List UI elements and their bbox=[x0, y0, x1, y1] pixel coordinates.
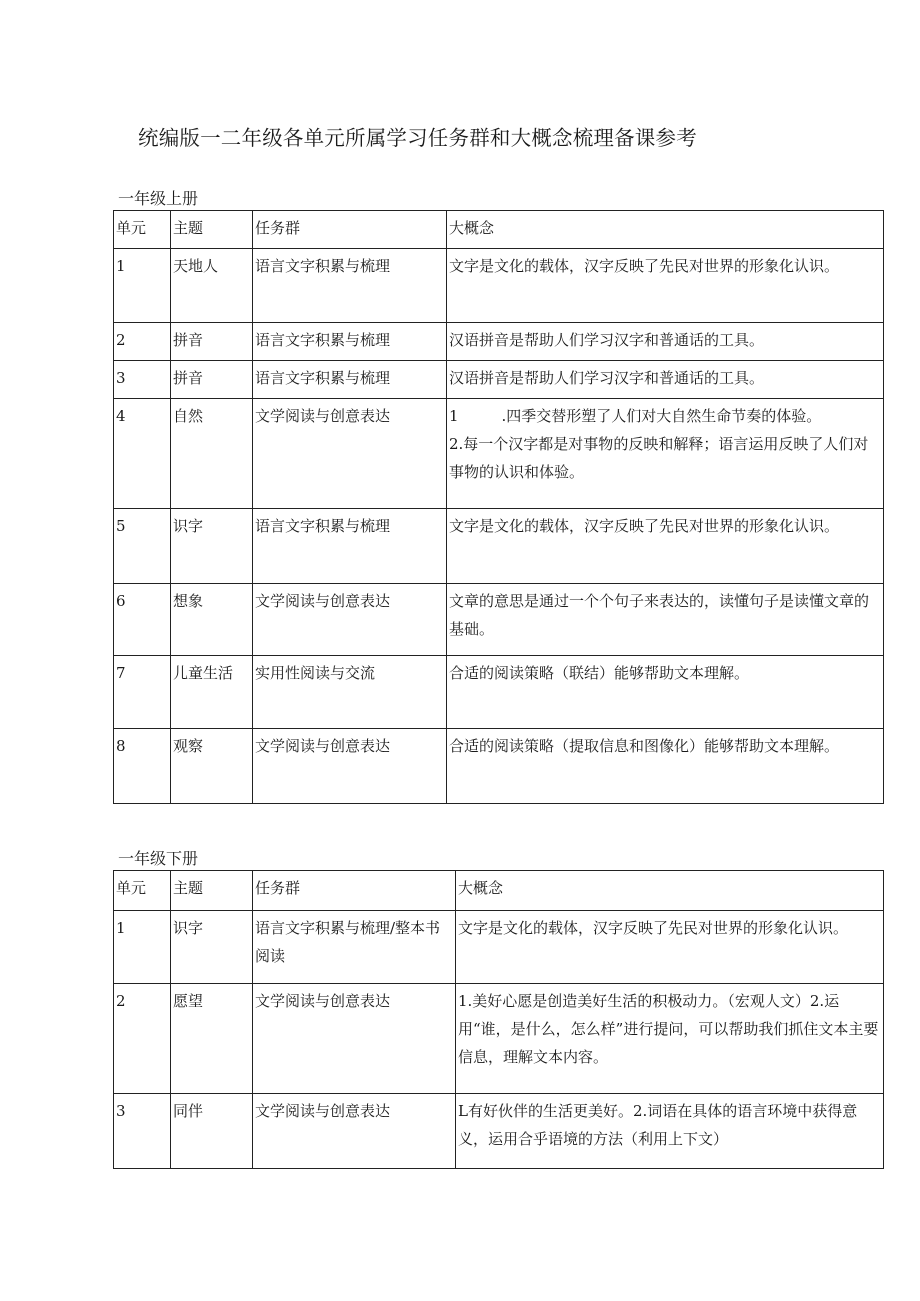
table-header-row bbox=[114, 211, 884, 249]
unit-cell: 2 bbox=[114, 323, 171, 361]
unit-cell: 8 bbox=[114, 729, 171, 804]
table-row bbox=[114, 584, 884, 656]
header-task-group: 任务群 bbox=[253, 211, 447, 249]
unit-cell: 1 bbox=[114, 249, 171, 323]
concept-cell: 合适的阅读策略（联结）能够帮助文本理解。 bbox=[447, 656, 884, 729]
concept-cell: 汉语拼音是帮助人们学习汉字和普通话的工具。 bbox=[447, 361, 884, 399]
theme-cell: 拼音 bbox=[171, 323, 253, 361]
concept-cell: 汉语拼音是帮助人们学习汉字和普通话的工具。 bbox=[447, 323, 884, 361]
theme-cell: 同伴 bbox=[171, 1094, 253, 1169]
concept-line-1: 1 .四季交替形塑了人们对大自然生命节奏的体验。 bbox=[449, 407, 822, 425]
unit-cell: 4 bbox=[114, 399, 171, 509]
task-group-cell: 语言文字积累与梳理 bbox=[253, 323, 447, 361]
unit-cell: 2 bbox=[114, 984, 171, 1094]
task-group-cell: 文学阅读与创意表达 bbox=[253, 584, 447, 656]
document-title: 统编版一二年级各单元所属学习任务群和大概念梳理备课参考 bbox=[138, 126, 697, 150]
grade1-vol2-table bbox=[113, 870, 884, 1169]
section-label-grade1-vol2: 一年级下册 bbox=[118, 849, 199, 868]
header-big-concept: 大概念 bbox=[447, 211, 884, 249]
concept-line-2: 2.每一个汉字都是对事物的反映和解释；语言运用反映了人们对事物的认识和体验。 bbox=[449, 435, 869, 481]
concept-cell: 1.美好心愿是创造美好生活的积极动力。（宏观人文）2.运用“谁，是什么，怎么样”进行提问，可以帮助我们抓住文本主要信息，理解文本内容。 bbox=[456, 984, 884, 1094]
theme-cell: 儿童生活 bbox=[171, 656, 253, 729]
theme-cell: 识字 bbox=[171, 509, 253, 584]
header-unit: 单元 bbox=[114, 871, 171, 911]
table-row bbox=[114, 399, 884, 509]
concept-cell: 文章的意思是通过一个个句子来表达的，读懂句子是读懂文章的基础。 bbox=[447, 584, 884, 656]
concept-cell bbox=[447, 399, 884, 509]
concept-cell: L有好伙伴的生活更美好。2.词语在具体的语言环境中获得意义，运用合乎语境的方法（利用上下文） bbox=[456, 1094, 884, 1169]
task-group-cell: 文学阅读与创意表达 bbox=[253, 1094, 456, 1169]
task-group-cell: 语言文字积累与梳理 bbox=[253, 361, 447, 399]
concept-cell: 文字是文化的载体，汉字反映了先民对世界的形象化认识。 bbox=[447, 249, 884, 323]
theme-cell: 想象 bbox=[171, 584, 253, 656]
header-theme: 主题 bbox=[171, 871, 253, 911]
table-row bbox=[114, 509, 884, 584]
unit-cell: 3 bbox=[114, 1094, 171, 1169]
task-group-cell: 文学阅读与创意表达 bbox=[253, 984, 456, 1094]
theme-cell: 愿望 bbox=[171, 984, 253, 1094]
section-label-grade1-vol1: 一年级上册 bbox=[118, 189, 199, 208]
task-group-cell: 语言文字积累与梳理 bbox=[253, 509, 447, 584]
concept-cell: 合适的阅读策略（提取信息和图像化）能够帮助文本理解。 bbox=[447, 729, 884, 804]
theme-cell: 拼音 bbox=[171, 361, 253, 399]
header-big-concept: 大概念 bbox=[456, 871, 884, 911]
header-task-group: 任务群 bbox=[253, 871, 456, 911]
concept-cell: 文字是文化的载体，汉字反映了先民对世界的形象化认识。 bbox=[456, 911, 884, 984]
unit-cell: 1 bbox=[114, 911, 171, 984]
table-row bbox=[114, 911, 884, 984]
table-row bbox=[114, 361, 884, 399]
table-row bbox=[114, 323, 884, 361]
task-group-cell: 语言文字积累与梳理 bbox=[253, 249, 447, 323]
unit-cell: 5 bbox=[114, 509, 171, 584]
theme-cell: 自然 bbox=[171, 399, 253, 509]
header-theme: 主题 bbox=[171, 211, 253, 249]
header-unit: 单元 bbox=[114, 211, 171, 249]
theme-cell: 识字 bbox=[171, 911, 253, 984]
table-row bbox=[114, 1094, 884, 1169]
task-group-cell: 文学阅读与创意表达 bbox=[253, 399, 447, 509]
table-row bbox=[114, 729, 884, 804]
table-header-row bbox=[114, 871, 884, 911]
grade1-vol1-table bbox=[113, 210, 884, 804]
concept-cell: 文字是文化的载体，汉字反映了先民对世界的形象化认识。 bbox=[447, 509, 884, 584]
theme-cell: 天地人 bbox=[171, 249, 253, 323]
unit-cell: 7 bbox=[114, 656, 171, 729]
unit-cell: 6 bbox=[114, 584, 171, 656]
task-group-cell: 语言文字积累与梳理/整本书阅读 bbox=[253, 911, 456, 984]
table-row bbox=[114, 249, 884, 323]
table-row bbox=[114, 984, 884, 1094]
task-group-cell: 文学阅读与创意表达 bbox=[253, 729, 447, 804]
unit-cell: 3 bbox=[114, 361, 171, 399]
task-group-cell: 实用性阅读与交流 bbox=[253, 656, 447, 729]
table-row bbox=[114, 656, 884, 729]
theme-cell: 观察 bbox=[171, 729, 253, 804]
